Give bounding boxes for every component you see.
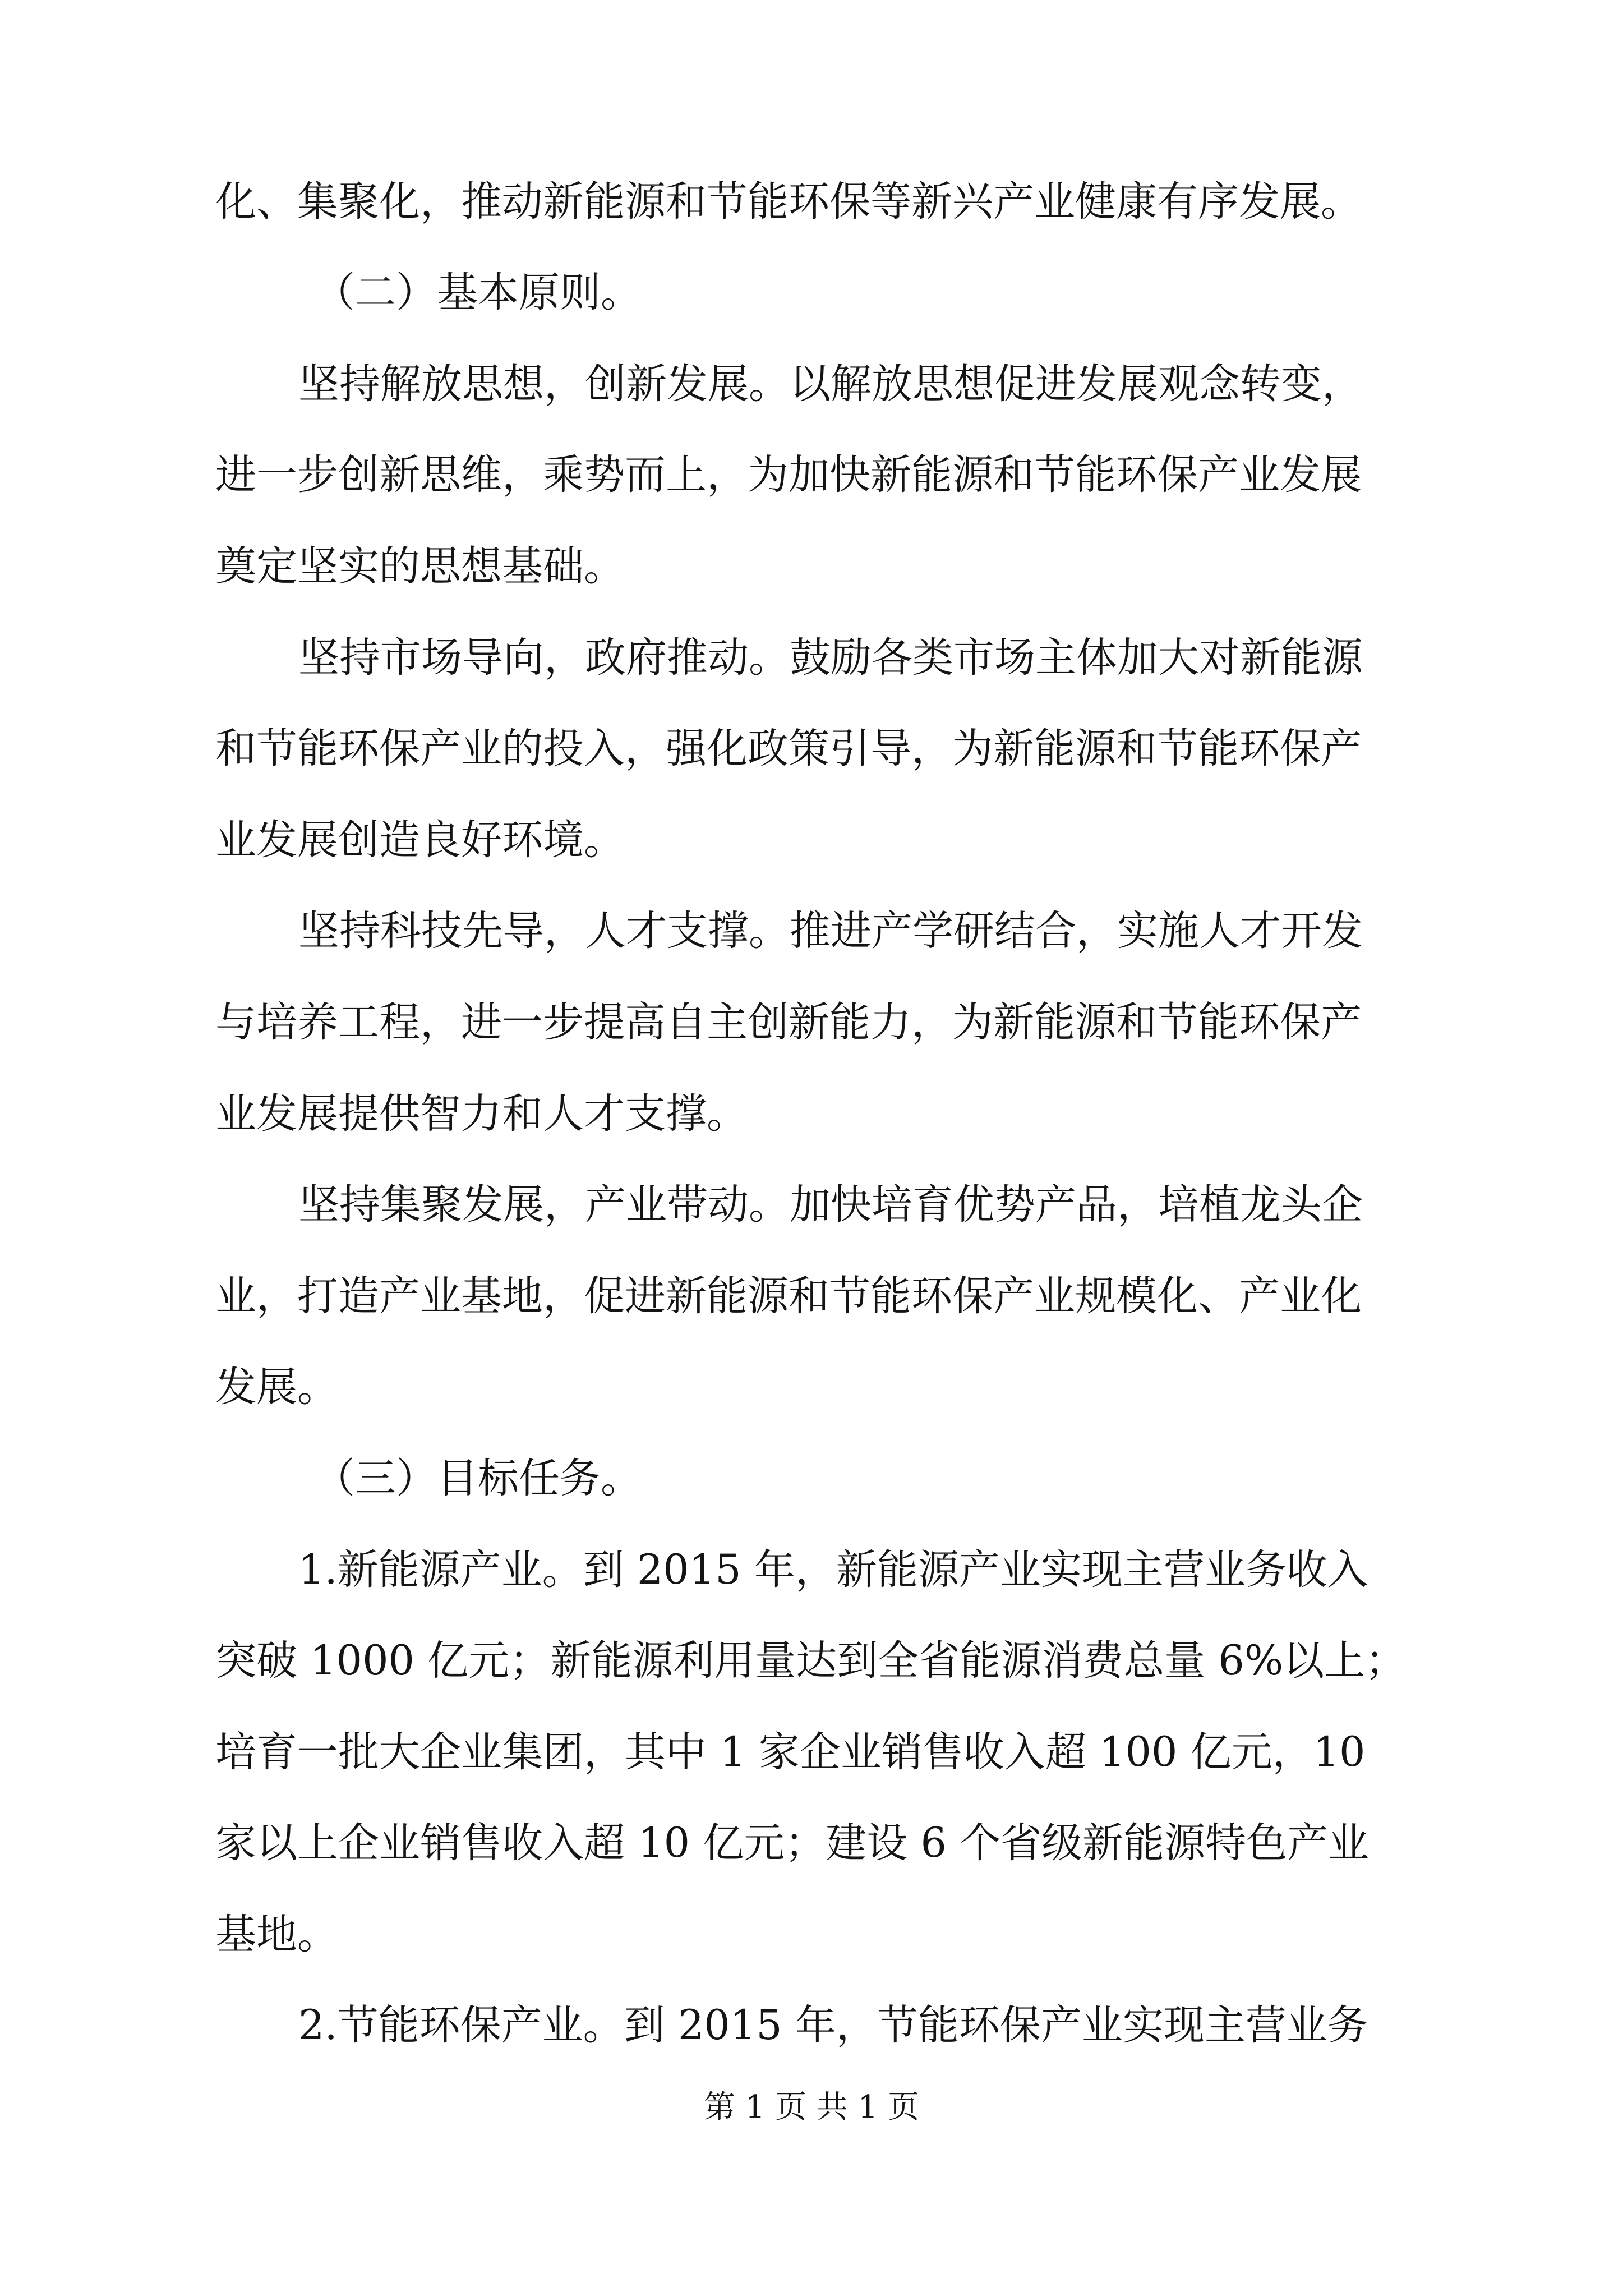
text-line: 与培养工程，进一步提高自主创新能力，为新能源和节能环保产 [215, 999, 1362, 1046]
text-line: 进一步创新思维，乘势而上，为加快新能源和节能环保产业发展 [215, 451, 1362, 499]
text-line: 基地。 [215, 1911, 338, 1958]
page-footer: 第 1 页 共 1 页 [703, 2089, 920, 2125]
text-line: 业，打造产业基地，促进新能源和节能环保产业规模化、产业化 [215, 1272, 1362, 1320]
text-line: 2.节能环保产业。到 2015 年，节能环保产业实现主营业务 [298, 2001, 1368, 2049]
text-line: 奠定坚实的思想基础。 [215, 542, 625, 590]
text-line: 家以上企业销售收入超 10 亿元；建设 6 个省级新能源特色产业 [215, 1819, 1370, 1867]
text-line: 1.新能源产业。到 2015 年，新能源产业实现主营业务收入 [298, 1546, 1368, 1594]
text-line: 坚持集聚发展，产业带动。加快培育优势产品，培植龙头企 [298, 1181, 1363, 1228]
text-line: 和节能环保产业的投入，强化政策引导，为新能源和节能环保产 [215, 725, 1362, 772]
text-line: 突破 1000 亿元；新能源利用量达到全省能源消费总量 6%以上； [215, 1637, 1407, 1685]
text-line: 业发展提供智力和人才支撑。 [215, 1090, 748, 1138]
text-line: 业发展创造良好环境。 [215, 816, 625, 864]
text-line: 化、集聚化，推动新能源和节能环保等新兴产业健康有序发展。 [215, 178, 1362, 226]
text-line: 坚持解放思想，创新发展。以解放思想促进发展观念转变， [298, 360, 1363, 408]
text-line: 坚持市场导向，政府推动。鼓励各类市场主体加大对新能源 [298, 634, 1363, 682]
section-heading: （三）目标任务。 [314, 1455, 642, 1502]
section-heading: （二）基本原则。 [314, 269, 642, 316]
text-line: 发展。 [215, 1363, 338, 1411]
text-line: 培育一批大企业集团，其中 1 家企业销售收入超 100 亿元，10 [215, 1728, 1366, 1776]
text-line: 坚持科技先导，人才支撑。推进产学研结合，实施人才开发 [298, 907, 1363, 955]
